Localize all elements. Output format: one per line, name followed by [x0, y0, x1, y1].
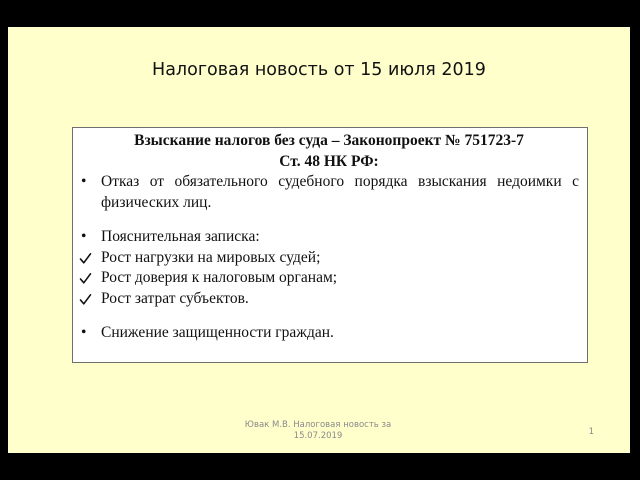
list-item-text: Рост нагрузки на мировых судей;	[101, 248, 321, 266]
box-heading-line-2: Ст. 48 НК РФ:	[279, 153, 379, 170]
list-item-text: Отказ от обязательного судебного порядка взыскания недоимки с физических лиц.	[101, 173, 579, 211]
list-item	[79, 227, 579, 248]
box-heading-line-1: Взыскание налогов без суда – Законопроект № 751723-7	[134, 132, 524, 149]
bullet-icon: •	[81, 228, 87, 245]
box-heading	[79, 130, 579, 172]
list-item-text: Рост доверия к налоговым органам;	[101, 269, 338, 286]
checkmark-icon	[79, 272, 92, 285]
list-item-text: Рост затрат субъектов.	[101, 289, 249, 307]
list-item-text: Снижение защищенности граждан.	[101, 324, 334, 341]
slide-footer: Ювак М.В. Налоговая новость за 15.07.2019	[244, 420, 392, 441]
slide	[8, 27, 630, 453]
list-item	[79, 172, 579, 213]
list-item	[79, 248, 579, 269]
slide-number: 1	[588, 427, 594, 437]
bullet-icon: •	[81, 173, 87, 190]
list-item	[79, 268, 579, 289]
list-spacer	[79, 309, 579, 323]
list-spacer	[79, 213, 579, 227]
list-item	[79, 323, 579, 344]
list-item-text: Пояснительная записка:	[101, 228, 260, 245]
slide-title: Налоговая новость от 15 июля 2019	[152, 60, 486, 80]
checkmark-icon	[79, 252, 92, 265]
checkmark-icon	[79, 293, 92, 306]
list-item	[79, 289, 579, 310]
bullet-list	[79, 172, 579, 344]
content-box	[72, 127, 588, 363]
bullet-icon: •	[81, 324, 87, 341]
